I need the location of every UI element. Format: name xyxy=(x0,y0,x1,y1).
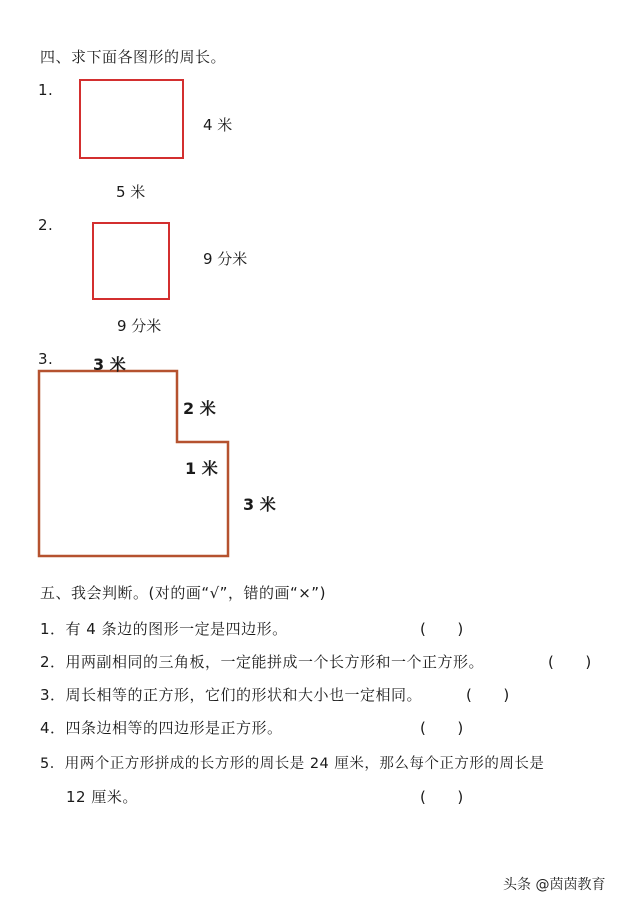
judge-item-4: 4．四条边相等的四边形是正方形。 xyxy=(40,719,283,737)
q1-number: 1. xyxy=(38,81,54,99)
q3-step-down-label: 2 米 xyxy=(183,399,216,418)
q2-number: 2. xyxy=(38,216,54,234)
q1-width-label: 5 米 xyxy=(116,183,146,201)
judge-blank-2[interactable]: ( ) xyxy=(548,653,592,671)
section4-title: 四、求下面各图形的周长。 xyxy=(40,48,227,66)
judge-item-5-cont: 12 厘米。 xyxy=(66,788,138,806)
judge-blank-5[interactable]: ( ) xyxy=(420,788,464,806)
section5-title: 五、我会判断。(对的画“√”，错的画“×”) xyxy=(40,584,326,602)
judge-blank-1[interactable]: ( ) xyxy=(420,620,464,638)
q2-right-label: 9 分米 xyxy=(203,250,248,268)
q3-right-label: 3 米 xyxy=(243,495,276,514)
judge-item-2: 2．用两副相同的三角板，一定能拼成一个长方形和一个正方形。 xyxy=(40,653,485,671)
judge-item-3: 3．周长相等的正方形，它们的形状和大小也一定相同。 xyxy=(40,686,423,704)
q3-step-in-label: 1 米 xyxy=(185,459,218,478)
judge-item-1: 1．有 4 条边的图形一定是四边形。 xyxy=(40,620,288,638)
watermark: 头条 @茵茵教育 xyxy=(503,877,606,893)
q1-height-label: 4 米 xyxy=(203,116,233,134)
judge-item-5: 5．用两个正方形拼成的长方形的周长是 24 厘米，那么每个正方形的周长是 xyxy=(40,756,545,772)
q3-top-label: 3 米 xyxy=(93,355,126,374)
judge-blank-3[interactable]: ( ) xyxy=(466,686,510,704)
q3-number: 3. xyxy=(38,350,54,368)
q2-bottom-label: 9 分米 xyxy=(117,317,162,335)
judge-blank-4[interactable]: ( ) xyxy=(420,719,464,737)
